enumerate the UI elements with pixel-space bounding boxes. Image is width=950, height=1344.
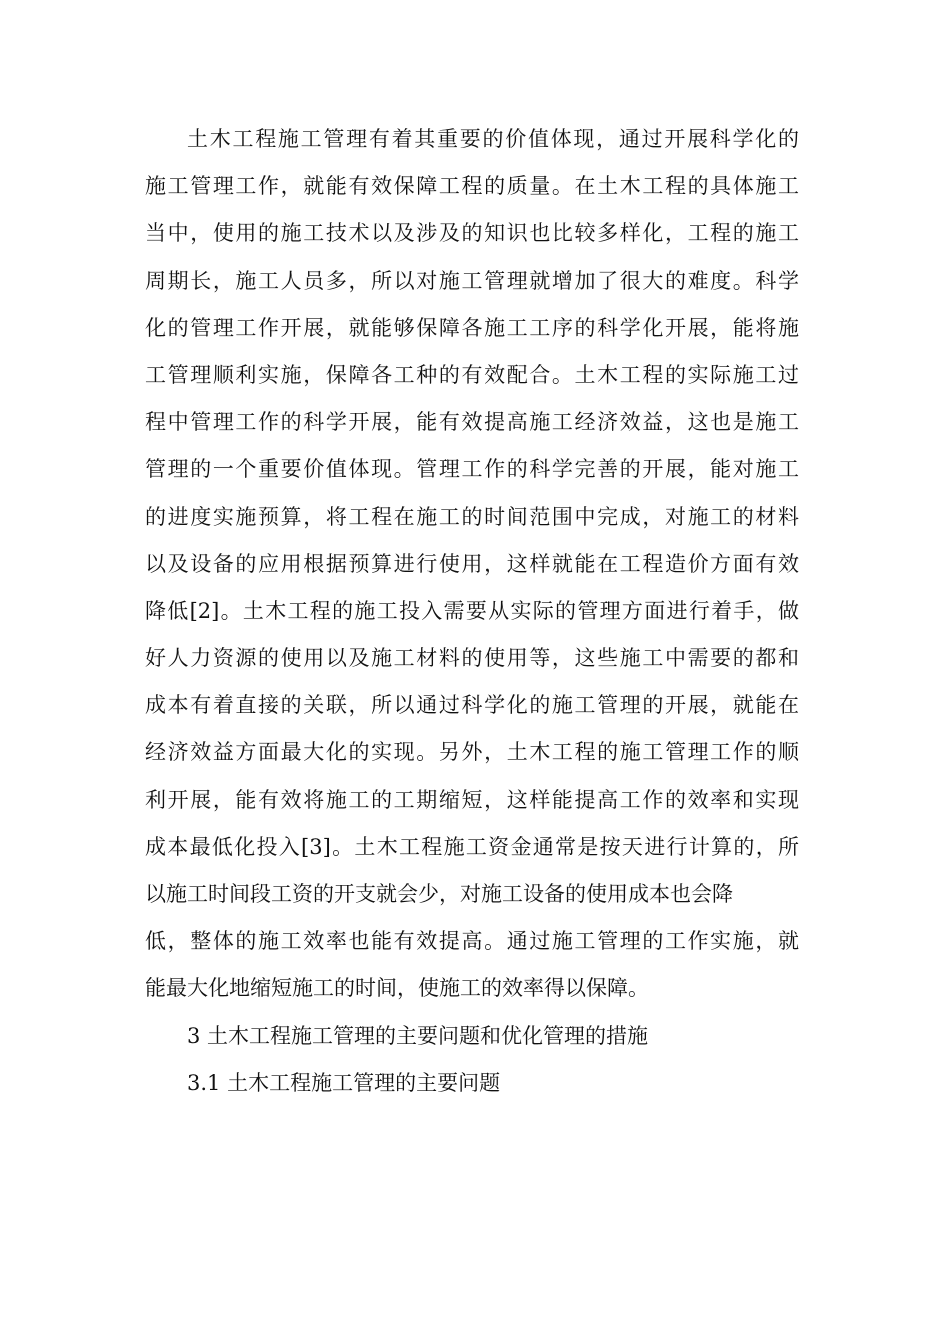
document-body [145,116,799,1107]
paragraph-line: 利开展，能有效将施工的工期缩短，这样能提高工作的效率和实现 [145,787,799,812]
paragraph-line: 施工管理工作，就能有效保障工程的质量。在土木工程的具体施工 [145,174,799,199]
paragraph-line: 当中，使用的施工技术以及涉及的知识也比较多样化，工程的施工 [145,221,799,246]
paragraph-line: 低，整体的施工效率也能有效提高。通过施工管理的工作实施，就 [145,929,799,954]
paragraph-line: 化的管理工作开展，就能够保障各施工工序的科学化开展，能将施 [145,315,799,340]
paragraph-line: 土木工程施工管理有着其重要的价值体现，通过开展科学化的 [187,127,799,151]
body-paragraph [145,116,799,1013]
paragraph-line: 能最大化地缩短施工的时间，使施工的效率得以保障。 [145,976,649,1001]
paragraph-line: 以及设备的应用根据预算进行使用，这样就能在工程造价方面有效 [145,551,799,576]
paragraph-line: 工管理顺利实施，保障各工种的有效配合。土木工程的实际施工过 [145,362,799,387]
paragraph-line: 经济效益方面最大化的实现。另外，土木工程的施工管理工作的顺 [145,740,799,765]
subsection-heading: 3.1 土木工程施工管理的主要问题 [187,1070,501,1095]
section-heading: 3 土木工程施工管理的主要问题和优化管理的措施 [187,1023,649,1048]
paragraph-line: 以施工时间段工资的开支就会少，对施工设备的使用成本也会降 [145,882,733,906]
paragraph-line: 成本有着直接的关联，所以通过科学化的施工管理的开展，就能在 [145,693,799,718]
paragraph-line: 成本最低化投入[3]。土木工程施工资金通常是按天进行计算的，所 [145,834,799,859]
paragraph-line: 管理的一个重要价值体现。管理工作的科学完善的开展，能对施工 [145,457,799,482]
paragraph-line: 降低[2]。土木工程的施工投入需要从实际的管理方面进行着手，做 [145,598,799,623]
paragraph-line: 程中管理工作的科学开展，能有效提高施工经济效益，这也是施工 [145,410,799,435]
paragraph-line: 好人力资源的使用以及施工材料的使用等，这些施工中需要的都和 [145,646,799,671]
paragraph-line: 的进度实施预算，将工程在施工的时间范围中完成，对施工的材料 [145,504,799,529]
paragraph-line: 周期长，施工人员多，所以对施工管理就增加了很大的难度。科学 [145,268,799,293]
